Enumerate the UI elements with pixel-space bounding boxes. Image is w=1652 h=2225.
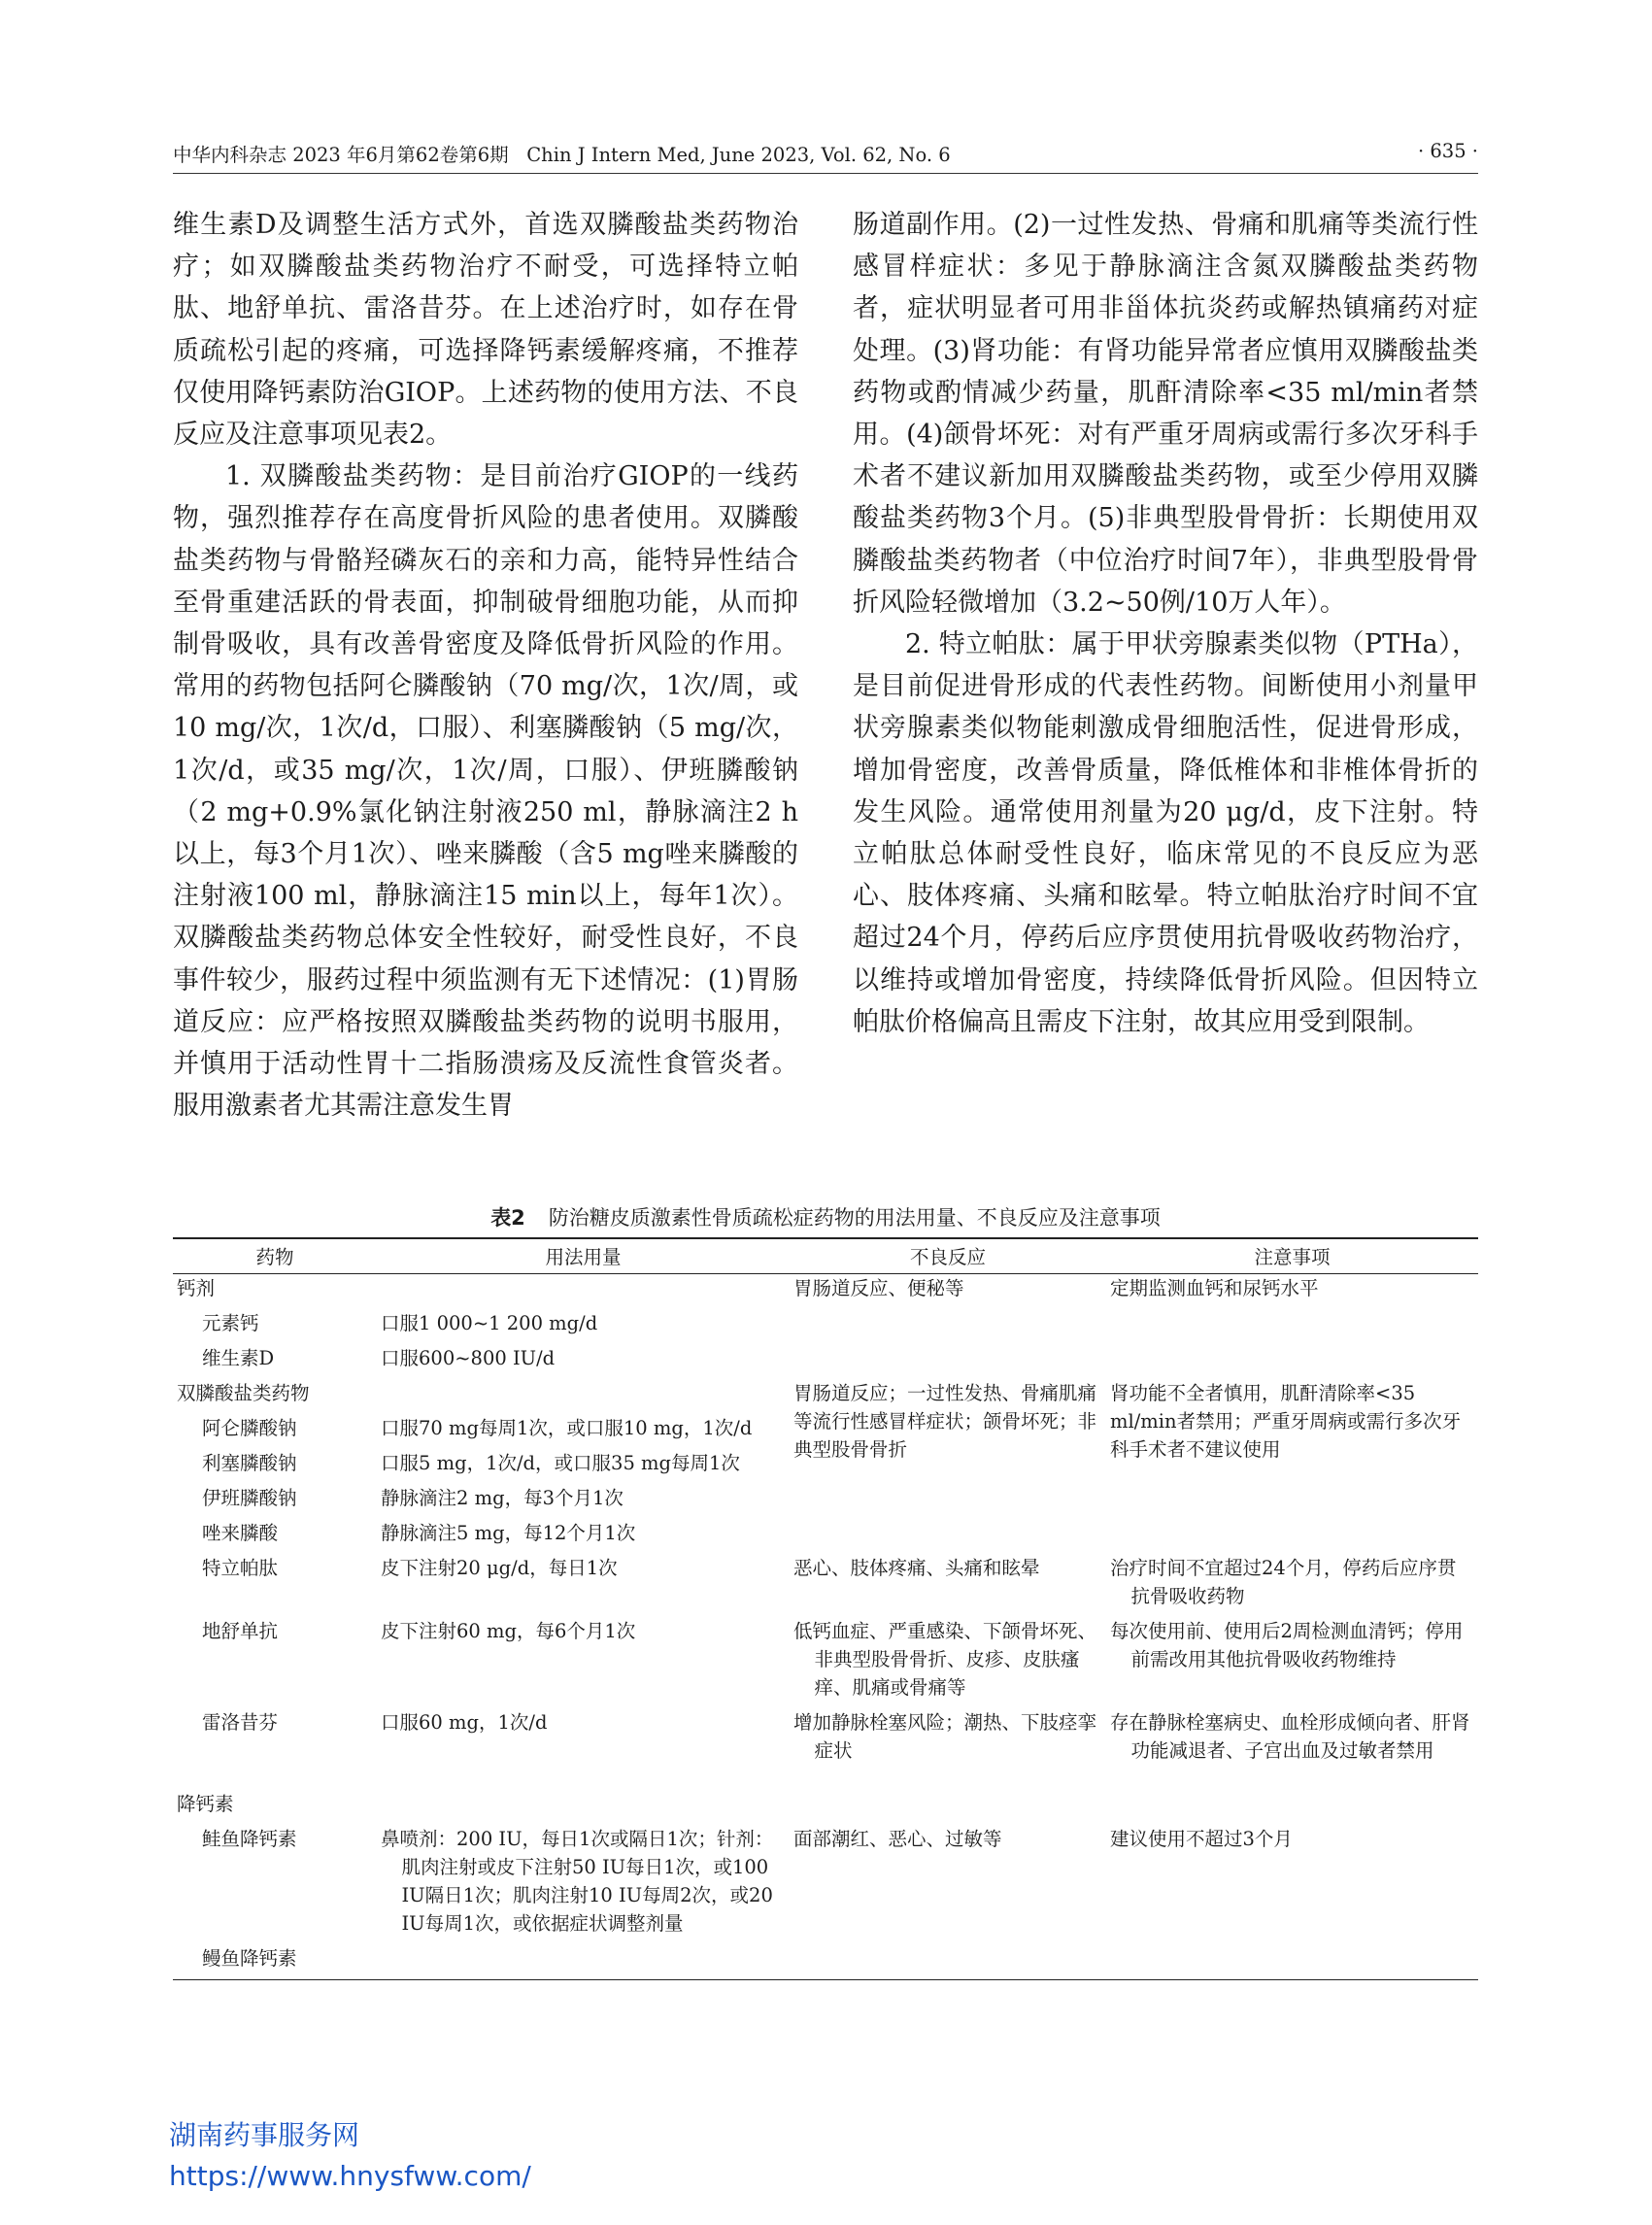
usage-cell: 皮下注射20 μg/d，每日1次 <box>381 1557 618 1579</box>
adverse-cell: 恶心、肢体疼痛、头痛和眩晕 <box>793 1557 1040 1579</box>
table-row <box>173 1708 1478 1790</box>
adverse-cell <box>790 1944 1106 1980</box>
usage-cell: 口服70 mg每周1次，或口服10 mg，1次/d <box>381 1417 753 1439</box>
adverse-cell: 面部潮红、恶心、过敏等 <box>793 1828 1002 1850</box>
usage-cell: 静脉滴注2 mg，每3个月1次 <box>381 1487 624 1509</box>
adverse-cell <box>790 1790 1106 1825</box>
table-row <box>173 1554 1478 1617</box>
notes-text: 治疗时间不宜超过24个月，停药后应序贯抗骨吸收药物 <box>1110 1557 1457 1607</box>
journal-name-cn: 中华内科杂志 2023 年6月第62卷第6期 <box>173 144 509 166</box>
drug-cell: 元素钙 <box>202 1312 259 1334</box>
drug-cell: 伊班膦酸钠 <box>202 1487 297 1509</box>
usage-cell <box>377 1379 790 1414</box>
drug-table <box>173 1237 1478 1980</box>
table-row <box>173 1274 1478 1310</box>
page-number: · 635 · <box>1417 140 1478 162</box>
drug-cell: 钙剂 <box>177 1277 216 1299</box>
table-row <box>173 1309 1478 1344</box>
header-drug: 药物 <box>173 1238 377 1274</box>
notes-text: 每次使用前、使用后2周检测血清钙；停用前需改用其他抗骨吸收药物维持 <box>1110 1620 1464 1670</box>
notes-cell <box>1106 1790 1478 1825</box>
left-column <box>173 204 798 1127</box>
journal-name-en: Chin J Intern Med, June 2023, Vol. 62, No. 6 <box>526 144 951 166</box>
usage-text: 鼻喷剂：200 IU，每日1次或隔日1次；针剂：肌肉注射或皮下注射50 IU每日1次，或100 IU隔日1次；肌肉注射10 IU每周2次，或20 IU每周1次，或依据症状调整剂量 <box>381 1828 774 1935</box>
drug-cell: 双膦酸盐类药物 <box>177 1382 310 1404</box>
table-row <box>173 1790 1478 1825</box>
right-paragraph-1: 肠道副作用。(2)一过性发热、骨痛和肌痛等类流行性感冒样症状：多见于静脉滴注含氮双膦酸盐类药物者，症状明显者可用非甾体抗炎药或解热镇痛药对症处理。(3)肾功能：有肾功能异常者应慎用双膦酸盐类药物或酌情减少药量，肌酐清除率<35 ml/min者禁用。(4)颌骨坏死：对有严重牙周病或需行多次牙科手术者不建议新加用双膦酸盐类药物，或至少停用双膦酸盐类药物3个月。(5)非典型股骨骨折：长期使用双膦酸盐类药物者（中位治疗时间7年），非典型股骨骨折风险轻微增加（3.2~50例/10万人年）。 <box>853 210 1478 618</box>
header-rule <box>173 173 1478 174</box>
notes-text: 存在静脉栓塞病史、血栓形成倾向者、肝肾功能减退者、子宫出血及过敏者禁用 <box>1110 1711 1470 1762</box>
adverse-text: 增加静脉栓塞风险；潮热、下肢痉挛症状 <box>793 1711 1097 1762</box>
adverse-cell: 胃肠道反应；一过性发热、骨痛肌痛等流行性感冒样症状；颌骨坏死；非典型股骨骨折 <box>793 1382 1097 1461</box>
table-row <box>173 1617 1478 1708</box>
header-adverse: 不良反应 <box>790 1238 1106 1274</box>
notes-cell: 定期监测血钙和尿钙水平 <box>1110 1277 1319 1299</box>
notes-cell <box>1106 1617 1478 1708</box>
left-paragraph-2: 1. 双膦酸盐类药物：是目前治疗GIOP的一线药物，强烈推荐存在高度骨折风险的患者使用。双膦酸盐类药物与骨骼羟磷灰石的亲和力高，能特异性结合至骨重建活跃的骨表面，抑制破骨细胞功能，从而抑制骨吸收，具有改善骨密度及降低骨折风险的作用。常用的药物包括阿仑膦酸钠（70 mg/次，1次/周，或10 mg/次，1次/d，口服）、利塞膦酸钠（5 mg/次，1次/d，或35 mg/次，1次/周，口服）、伊班膦酸钠（2 mg+0.9%氯化钠注射液250 ml，静脉滴注2 h以上，每3个月1次）、唑来膦酸（含5 mg唑来膦酸的注射液100 ml，静脉滴注15 min以上，每年1次）。双膦酸盐类药物总体安全性较好，耐受性良好，不良事件较少，服药过程中须监测有无下述情况：(1)胃肠道反应：应严格按照双膦酸盐类药物的说明书服用，并慎用于活动性胃十二指肠溃疡及反流性食管炎者。服用激素者尤其需注意发生胃 <box>173 461 798 1122</box>
header-usage: 用法用量 <box>377 1238 790 1274</box>
drug-cell: 降钙素 <box>177 1793 234 1815</box>
notes-cell <box>1106 1708 1478 1790</box>
page-header <box>173 132 1478 171</box>
adverse-cell <box>790 1617 1106 1708</box>
adverse-cell <box>790 1309 1106 1344</box>
adverse-cell <box>790 1708 1106 1790</box>
right-paragraph-2: 2. 特立帕肽：属于甲状旁腺素类似物（PTHa），是目前促进骨形成的代表性药物。间断使用小剂量甲状旁腺素类似物能刺激成骨细胞活性，促进骨形成，增加骨密度，改善骨质量，降低椎体和非椎体骨折的发生风险。通常使用剂量为20 μg/d，皮下注射。特立帕肽总体耐受性良好，临床常见的不良反应为恶心、肢体疼痛、头痛和眩晕。特立帕肽治疗时间不宜超过24个月，停药后应序贯使用抗骨吸收药物治疗，以维持或增加骨密度，持续降低骨折风险。但因特立帕肽价格偏高且需皮下注射，故其应用受到限制。 <box>853 629 1478 1037</box>
left-paragraph-1: 维生素D及调整生活方式外，首选双膦酸盐类药物治疗；如双膦酸盐类药物治疗不耐受，可选择特立帕肽、地舒单抗、雷洛昔芬。在上述治疗时，如存在骨质疏松引起的疼痛，可选择降钙素缓解疼痛，不推荐仅使用降钙素防治GIOP。上述药物的使用方法、不良反应及注意事项见表2。 <box>173 210 798 451</box>
drug-cell: 维生素D <box>202 1347 275 1369</box>
notes-cell <box>1106 1309 1478 1344</box>
table-row <box>173 1944 1478 1980</box>
notes-cell: 肾功能不全者慎用，肌酐清除率<35 ml/min者禁用；严重牙周病或需行多次牙科手术者不建议使用 <box>1110 1382 1462 1461</box>
usage-cell <box>377 1274 790 1310</box>
site-watermark <box>169 2115 531 2197</box>
usage-cell: 口服600~800 IU/d <box>381 1347 556 1369</box>
usage-cell: 口服5 mg，1次/d，或口服35 mg每周1次 <box>381 1452 740 1474</box>
usage-cell: 皮下注射60 mg，每6个月1次 <box>381 1620 636 1642</box>
notes-cell <box>1106 1944 1478 1980</box>
drug-cell: 特立帕肽 <box>202 1557 279 1579</box>
drug-cell: 唑来膦酸 <box>202 1522 279 1544</box>
right-column <box>853 204 1478 1043</box>
drug-cell: 阿仑膦酸钠 <box>202 1417 297 1439</box>
drug-cell: 地舒单抗 <box>202 1620 279 1642</box>
drug-cell: 鳗鱼降钙素 <box>173 1944 377 1980</box>
table-header-row <box>173 1238 1478 1274</box>
table-label: 表2 <box>490 1206 525 1230</box>
usage-cell <box>377 1944 790 1980</box>
adverse-text: 低钙血症、严重感染、下颌骨坏死、非典型股骨骨折、皮疹、皮肤瘙痒、肌痛或骨痛等 <box>793 1620 1097 1699</box>
table-caption <box>173 1202 1478 1231</box>
table-title: 防治糖皮质激素性骨质疏松症药物的用法用量、不良反应及注意事项 <box>548 1206 1161 1230</box>
usage-cell: 口服1 000~1 200 mg/d <box>381 1312 598 1334</box>
adverse-cell <box>790 1344 1106 1379</box>
table-row <box>173 1825 1478 1944</box>
drug-cell: 雷洛昔芬 <box>202 1711 279 1734</box>
usage-cell: 口服60 mg，1次/d <box>381 1711 548 1734</box>
watermark-url[interactable]: https://www.hnysfww.com/ <box>169 2160 531 2192</box>
header-notes: 注意事项 <box>1106 1238 1478 1274</box>
drug-cell: 利塞膦酸钠 <box>202 1452 297 1474</box>
watermark-name: 湖南药事服务网 <box>169 2119 360 2151</box>
table-row <box>173 1379 1478 1414</box>
journal-citation <box>173 140 951 167</box>
usage-cell <box>377 1790 790 1825</box>
notes-cell <box>1106 1554 1478 1617</box>
drug-cell: 鲑鱼降钙素 <box>202 1828 297 1850</box>
notes-cell <box>1106 1344 1478 1379</box>
usage-cell: 静脉滴注5 mg，每12个月1次 <box>381 1522 636 1544</box>
adverse-cell: 胃肠道反应、便秘等 <box>793 1277 964 1299</box>
usage-cell <box>377 1825 790 1944</box>
table-row <box>173 1344 1478 1379</box>
notes-cell: 建议使用不超过3个月 <box>1110 1828 1293 1850</box>
